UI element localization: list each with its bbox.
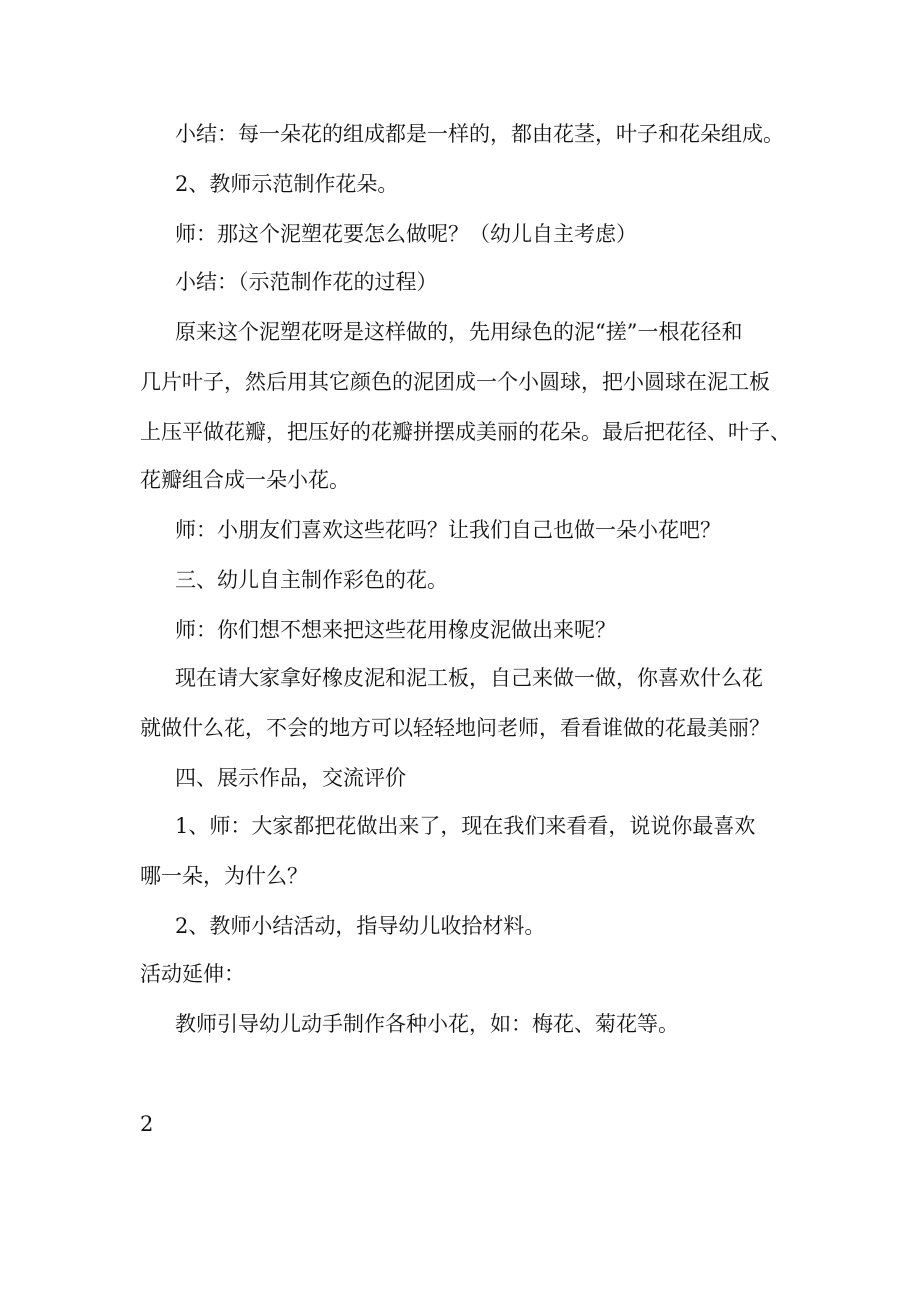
extension-line: 教师引导幼儿动手制作各种小花，如：梅花、菊花等。: [175, 1012, 679, 1036]
teacher-prompt-line: 师：小朋友们喜欢这些花吗？让我们自己也做一朵小花吧？: [175, 518, 721, 542]
discussion-line-2: 哪一朵，为什么？: [140, 864, 308, 888]
paragraph-process-line-3: 上压平做花瓣，把压好的花瓣拼摆成美丽的花朵。最后把花径、叶子、: [140, 420, 791, 444]
step-2-line: 2、教师示范制作花朵。: [175, 172, 399, 196]
teacher-question-line-2: 师：你们想不想来把这些花用橡皮泥做出来呢？: [175, 618, 616, 642]
summary-line-2: 小结：（示范制作花的过程）: [175, 270, 438, 294]
activity-instruction-line-1: 现在请大家拿好橡皮泥和泥工板，自己来做一做，你喜欢什么花: [175, 666, 763, 690]
paragraph-process-line-2: 几片叶子，然后用其它颜色的泥团成一个小圆球，把小圆球在泥工板: [140, 370, 770, 394]
extension-heading: 活动延伸：: [140, 962, 245, 986]
summary-line-1: 小结：每一朵花的组成都是一样的，都由花茎，叶子和花朵组成。: [175, 122, 784, 146]
paragraph-process-line-4: 花瓣组合成一朵小花。: [140, 468, 350, 492]
wrap-up-line: 2、教师小结活动，指导幼儿收拾材料。: [175, 914, 546, 938]
section-4-heading: 四、展示作品，交流评价: [175, 766, 406, 790]
discussion-line-1: 1、师：大家都把花做出来了，现在我们来看看，说说你最喜欢: [175, 814, 756, 838]
activity-instruction-line-2: 就做什么花，不会的地方可以轻轻地问老师，看看谁做的花最美丽？: [140, 716, 770, 740]
section-3-heading: 三、幼儿自主制作彩色的花。: [175, 568, 448, 592]
teacher-question-line: 师：那这个泥塑花要怎么做呢？（幼儿自主考虑）: [175, 222, 637, 246]
paragraph-process-line-1: 原来这个泥塑花呀是这样做的，先用绿色的泥“搓”一根花径和: [175, 320, 743, 344]
page-number: 2: [140, 1112, 154, 1136]
